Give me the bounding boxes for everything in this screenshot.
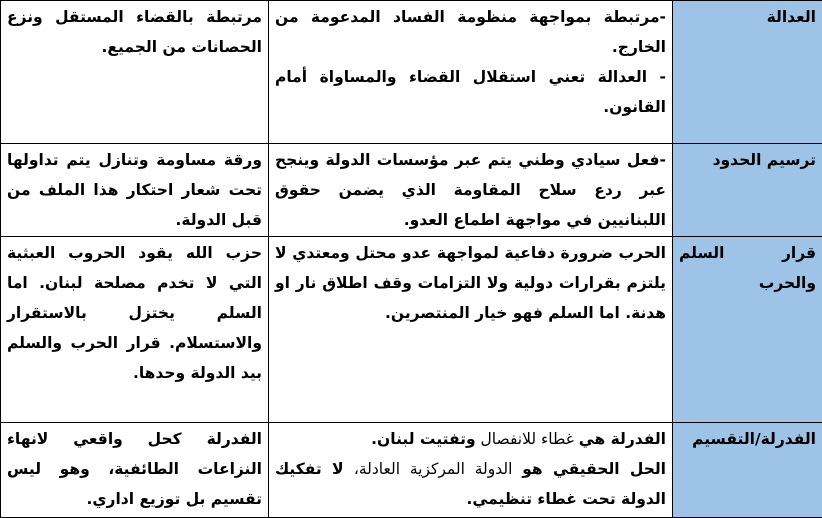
- position-b-cell: الفدرلة كحل واقعي لانهاء النزاعات الطائفية، وهو ليس تقسيم بل توزيع اداري.: [1, 423, 269, 518]
- position-a-cell: [269, 144, 673, 237]
- table-row: [1, 144, 822, 237]
- position-a-bold: وتفتيت لبنان.: [371, 430, 475, 448]
- topic-cell: قرار السلم والحرب: [673, 237, 822, 423]
- position-b-cell: حزب الله يقود الحروب العبثية التي لا تخدم مصلحة لبنان. اما السلم يختزل بالاستقرار والاستسلام. قرار الحرب والسلم بيد الدولة وحدها.: [1, 237, 269, 423]
- position-a-cell: [269, 237, 673, 423]
- position-a-light: الدولة المركزية العادلة،: [354, 460, 522, 478]
- position-a-bold: الفدرلة هي: [579, 430, 666, 448]
- position-a-text: الحرب ضرورة دفاعية لمواجهة عدو محتل ومعتدي لا يلتزم بقرارات دولية ولا التزامات وقف اطلاق نار او هدنة. اما السلم فهو خيار المنتصرين.: [275, 238, 666, 328]
- position-a-cell: [269, 423, 673, 518]
- position-a-bold: لا تفكيك الدولة تحت غطاء تنظيمي.: [275, 460, 666, 508]
- table-row: [1, 423, 822, 518]
- topic-cell: العدالة: [673, 1, 822, 144]
- position-a-bold: الحل الحقيقي هو: [522, 460, 666, 478]
- position-b-cell: مرتبطة بالقضاء المستقل ونزع الحصانات من الجميع.: [1, 1, 269, 144]
- topic-cell: الفدرلة/التقسيم: [673, 423, 822, 518]
- position-a-cell: [269, 1, 673, 144]
- position-b-cell: ورقة مساومة وتنازل يتم تداولها تحت شعار احتكار هذا الملف من قبل الدولة.: [1, 144, 269, 237]
- table-row: [1, 237, 822, 423]
- position-a-text: [275, 424, 666, 454]
- position-a-text: - العدالة تعني استقلال القضاء والمساواة أمام القانون.: [275, 62, 666, 122]
- position-a-text: [275, 454, 666, 514]
- position-a-light: غطاء للانفصال: [476, 430, 579, 448]
- topic-cell: ترسيم الحدود: [673, 144, 822, 237]
- position-a-text: -مرتبطة بمواجهة منظومة الفساد المدعومة من الخارج.: [275, 2, 666, 62]
- position-a-text: -فعل سيادي وطني يتم عبر مؤسسات الدولة وينجح عبر ردع سلاح المقاومة الذي يضمن حقوق اللبنانيين في مواجهة اطماع العدو.: [275, 145, 666, 235]
- table-row: [1, 1, 822, 144]
